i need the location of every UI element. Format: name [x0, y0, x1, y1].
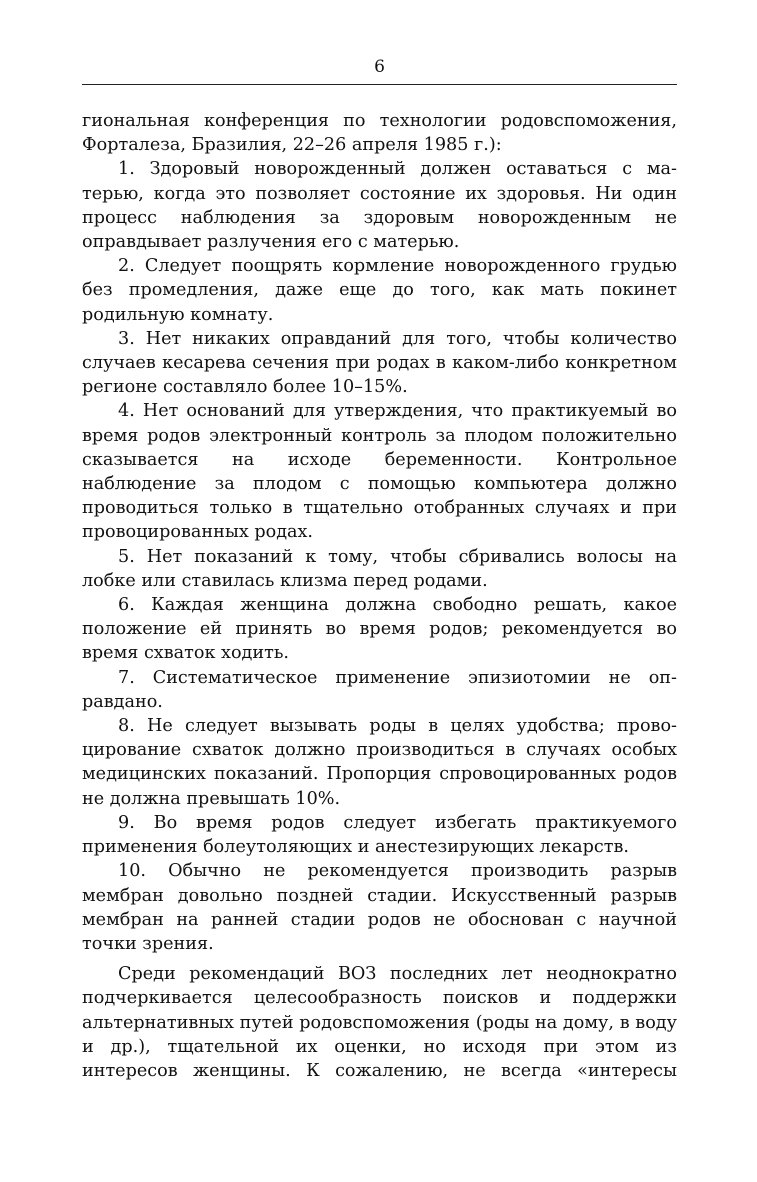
- list-item-9: 9. Во время родов следует избегать практикуемого применения болеутоляющих и анестезирующих лекарств.: [82, 812, 677, 858]
- list-item-4: 4. Нет оснований для утверждения, что практикуемый во время родов электронный контроль за плодом положительно сказывается на исходе беременности. Контрольное наблюдение за плодом с помощью компьютера должно проводиться только в тщательно отобранных случаях и при провоцированных родах.: [82, 401, 677, 543]
- header-rule: [82, 84, 677, 85]
- list-item-7: 7. Систематическое применение эпизиотомии не оправдано.: [82, 667, 677, 712]
- list-item-1: 1. Здоровый новорожденный должен оставаться с матерью, когда это позволяет состояние их здоровья. Ни один процесс наблюдения за здоровым новорожденным не оправдывает разлучения его с матерью.: [82, 159, 677, 253]
- list-item-10: 10. Обычно не рекомендуется производить разрыв мембран довольно поздней стадии. Искусственный разрыв мембран на ранней стадии родов не обоснован с научной точки зрения.: [82, 861, 677, 954]
- body-text: [82, 109, 677, 1083]
- paragraph-continuation: гиональная конференция по технологии родовспоможения, Форталеза, Бразилия, 22–26 апреля 1985 г.):: [82, 111, 677, 156]
- closing-paragraph: Среди рекомендаций ВОЗ последних лет неоднократно подчеркивается целесообразность поисков и поддержки альтернативных путей родовспоможения (роды на дому, в воду и др.), тщательной их оценки, но исходя при этом из интересов женщины. К сожалению, не всегда «интересы: [82, 964, 677, 1081]
- list-item-5: 5. Нет показаний к тому, чтобы сбривались волосы на лобке или ставилась клизма перед родами.: [82, 546, 677, 591]
- page-number: 6: [374, 57, 385, 77]
- list-item-3: 3. Нет никаких оправданий для того, чтобы количество случаев кесарева сечения при родах в каком-либо конкретном регионе составляло более 10–15%.: [82, 328, 677, 398]
- list-item-6: 6. Каждая женщина должна свободно решать, какое положение ей принять во время родов; рекомендуется во время схваток ходить.: [82, 595, 677, 664]
- book-page: [82, 56, 677, 1083]
- list-item-8: 8. Не следует вызывать роды в целях удобства; провоцирование схваток должно производиться в случаях особых медицинских показаний. Пропорция спровоцированных родов не должна превышать 10%.: [82, 716, 677, 809]
- list-item-2: 2. Следует поощрять кормление новорожденного грудью без промедления, даже еще до того, как мать покинет родильную комнату.: [82, 256, 677, 325]
